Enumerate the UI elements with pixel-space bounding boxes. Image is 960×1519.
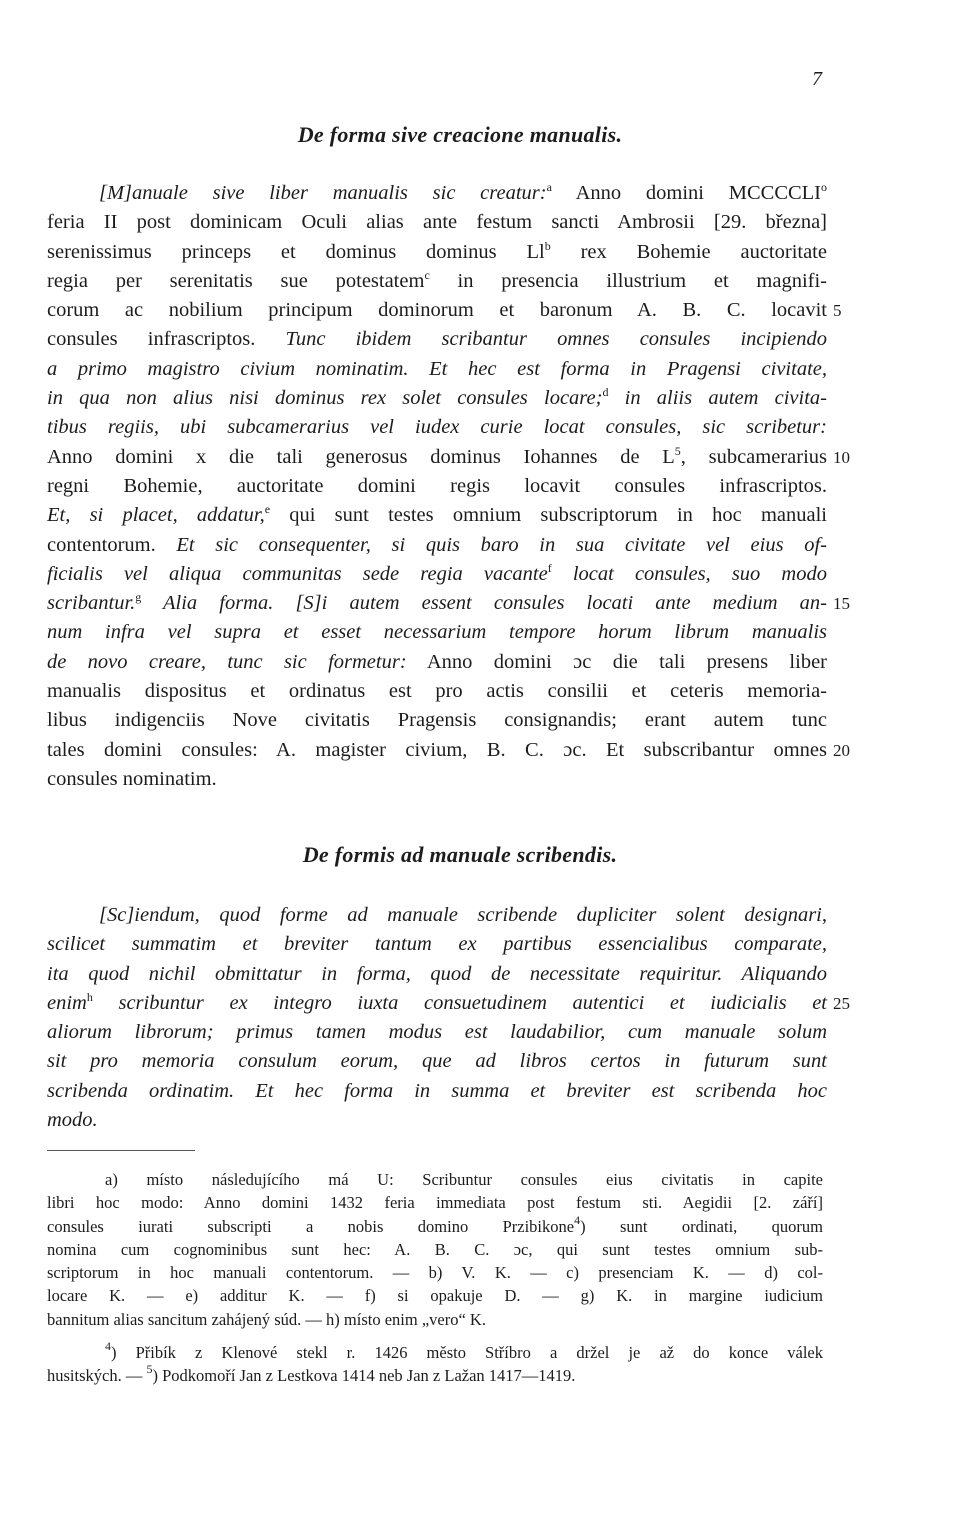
text-segment: scribenda ordinatim. Et hec forma in summa et breviter est scribenda hoc <box>47 1079 827 1102</box>
line-number: 5 <box>833 301 842 321</box>
text-segment: scribuntur ex integro iuxta consuetudinem autentici et iudicialis et <box>92 991 827 1014</box>
text-segment: Anno domini x die tali generosus dominus Iohannes de L <box>47 445 675 468</box>
line-number: 25 <box>833 993 850 1013</box>
footnote-line <box>47 1238 823 1261</box>
text-line <box>47 413 827 442</box>
text-segment: husitských. — <box>47 1366 147 1386</box>
text-segment: regni Bohemie, auctoritate domini regis locavit consules infrascriptos. <box>47 474 827 497</box>
text-segment: a) místo následujícího má U: Scribuntur consules eius civitatis in capite <box>105 1170 823 1189</box>
text-line <box>47 1106 827 1135</box>
text-segment: libri hoc modo: Anno domini 1432 feria immediata post festum sti. Aegidii [2. září] <box>47 1193 823 1213</box>
text-segment: contentorum. <box>47 533 177 556</box>
text-line <box>47 706 827 735</box>
superscript-mark: 4 <box>574 1212 581 1227</box>
text-line <box>47 648 827 677</box>
text-segment: consules nominatim. <box>47 767 217 790</box>
page-number: 7 <box>812 68 822 90</box>
footnote-line <box>47 1212 823 1238</box>
section-body-forma <box>47 179 850 794</box>
text-segment: [Sc]iendum, quod forme ad manuale scribende dupliciter solent designari, <box>99 904 827 926</box>
text-segment: locat consules, suo modo <box>551 562 827 585</box>
text-line <box>47 1047 827 1076</box>
text-segment: regia per serenitatis sue potestatem <box>47 269 425 292</box>
text-line <box>47 1077 827 1106</box>
text-segment: Anno domini MCCCCLI <box>551 182 822 204</box>
superscript-mark: 5 <box>146 1362 153 1377</box>
text-segment: ficialis vel aliqua communitas sede regia vacante <box>47 562 548 585</box>
footnote-line <box>47 1284 823 1307</box>
text-line <box>47 930 827 959</box>
text-segment: rex Bohemie auctoritate <box>550 240 827 263</box>
text-line <box>47 179 827 208</box>
text-segment: sit pro memoria consulum eorum, que ad libros certos in futurum sunt <box>47 1050 827 1073</box>
text-line <box>47 531 827 560</box>
text-line <box>47 238 827 267</box>
footnote-line <box>47 1261 823 1284</box>
text-segment: scriptorum in hoc manuali contentorum. — b) V. K. — c) presenciam K. — d) col- <box>47 1263 823 1283</box>
section-heading-formis: De formis ad manuale scribendis. <box>302 842 618 867</box>
text-segment: Tunc ibidem scribantur omnes consules incipiendo <box>285 328 827 351</box>
footnote-line <box>47 1364 823 1387</box>
footnotes-variants <box>47 1168 823 1331</box>
text-segment: ) Podkomoří Jan z Lestkova 1414 neb Jan z Lažan 1417—1419. <box>152 1366 576 1386</box>
superscript-mark: a <box>546 180 552 194</box>
footnote-gap <box>47 1331 823 1341</box>
text-segment: [M]anuale sive liber manualis sic creatur: <box>99 182 547 204</box>
text-segment: ) sunt ordinati, quorum <box>580 1216 823 1236</box>
text-line <box>47 355 827 384</box>
text-segment: Et, si placet, addatur, <box>47 504 265 527</box>
text-segment: bannitum alias sancitum zahájený súd. — h) místo enim „vero“ K. <box>47 1309 486 1329</box>
superscript-mark: c <box>424 267 430 282</box>
text-line <box>47 267 827 296</box>
footnote-line <box>47 1191 823 1214</box>
section-heading-forma: De forma sive creacione manualis. <box>297 122 623 147</box>
text-segment: Anno domini ɔc die tali presens liber <box>406 650 827 673</box>
superscript-mark: o <box>821 180 828 194</box>
text-segment: , subcamerarius <box>680 445 827 468</box>
text-segment: tales domini consules: A. magister civium, B. C. ɔc. Et subscribantur omnes <box>47 738 827 761</box>
text-segment: nomina cum cognominibus sunt hec: A. B. C. ɔc, qui sunt testes omnium sub- <box>47 1239 823 1259</box>
text-segment: num infra vel supra et esset necessarium tempore horum librum manualis <box>47 621 827 644</box>
text-segment: modo. <box>47 1109 98 1132</box>
line-number: 20 <box>833 740 850 760</box>
footnotes-historical <box>47 1341 823 1388</box>
text-segment: ) Přibík z Klenové stekl r. 1426 město Stříbro a držel je až do konce válek <box>111 1343 823 1363</box>
text-line <box>47 325 827 354</box>
text-segment: qui sunt testes omnium subscriptorum in hoc manuali <box>270 504 827 527</box>
text-segment: consules infrascriptos. <box>47 328 286 351</box>
text-segment: scribantur. <box>47 592 136 615</box>
text-line <box>47 443 827 472</box>
text-segment: manualis dispositus et ordinatus est pro actis consilii et ceteris memoria- <box>47 680 827 703</box>
text-segment: in qua non alius nisi dominus rex solet consules locare; <box>47 387 603 410</box>
superscript-mark: h <box>86 989 93 1004</box>
text-segment: aliorum librorum; primus tamen modus est laudabilior, cum manuale solum <box>47 1021 827 1044</box>
text-line <box>47 384 827 413</box>
text-segment: consules iurati subscripti a nobis domino Przibikone <box>47 1216 575 1236</box>
text-line <box>47 1018 827 1047</box>
text-segment: in presencia illustrium et magnifi- <box>429 269 828 292</box>
superscript-mark: e <box>264 502 271 517</box>
text-segment: a primo magistro civium nominatim. Et hec est forma in Pragensi civitate, <box>47 357 827 380</box>
superscript-mark: 4 <box>105 1339 111 1354</box>
text-line <box>47 472 827 501</box>
footnote-line <box>47 1341 823 1364</box>
text-segment: Et sic consequenter, si quis baro in sua civitate vel eius of- <box>176 533 827 556</box>
superscript-mark: b <box>544 238 551 253</box>
text-line <box>47 560 827 589</box>
line-number: 15 <box>833 594 850 614</box>
text-line <box>47 960 827 989</box>
superscript-mark: 5 <box>674 443 681 458</box>
footnotes <box>47 1168 823 1388</box>
superscript-mark: d <box>602 385 609 400</box>
text-segment: serenissimus princeps et dominus dominus Ll <box>47 240 545 263</box>
text-segment: feria II post dominicam Oculi alias ante festum sancti Ambrosii [29. března] <box>47 211 827 234</box>
text-line <box>47 677 827 706</box>
text-line <box>47 989 827 1018</box>
footnote-line <box>47 1168 823 1191</box>
text-segment: ita quod nichil obmittatur in forma, quod de necessitate requiritur. Aliquando <box>47 962 827 985</box>
footnote-divider <box>47 1150 195 1151</box>
text-segment: de novo creare, tunc sic formetur: <box>47 650 407 673</box>
text-segment: in aliis autem civita- <box>608 387 827 410</box>
text-segment: locare K. — e) additur K. — f) si opakuje D. — g) K. in margine iudicium <box>47 1286 823 1306</box>
text-line <box>47 765 827 794</box>
text-line <box>47 296 827 325</box>
text-line <box>47 736 827 765</box>
superscript-mark: g <box>135 590 142 605</box>
line-number: 10 <box>833 447 850 467</box>
text-line <box>47 589 827 618</box>
section-body-formis <box>47 901 850 1135</box>
text-segment: tibus regiis, ubi subcamerarius vel iudex curie locat consules, sic scribetur: <box>47 416 827 439</box>
text-line <box>47 501 827 530</box>
text-segment: enim <box>47 991 87 1014</box>
text-segment: corum ac nobilium principum dominorum et baronum A. B. C. locavit <box>47 299 827 322</box>
superscript-mark: f <box>547 560 552 575</box>
text-line <box>47 208 827 237</box>
text-segment: libus indigenciis Nove civitatis Pragensis consignandis; erant autem tunc <box>47 709 827 732</box>
footnote-line <box>47 1308 823 1331</box>
text-segment: Alia forma. [S]i autem essent consules locati ante medium an- <box>141 592 827 615</box>
text-line <box>47 901 827 930</box>
text-segment: scilicet summatim et breviter tantum ex partibus essencialibus comparate, <box>47 933 827 956</box>
text-line <box>47 618 827 647</box>
